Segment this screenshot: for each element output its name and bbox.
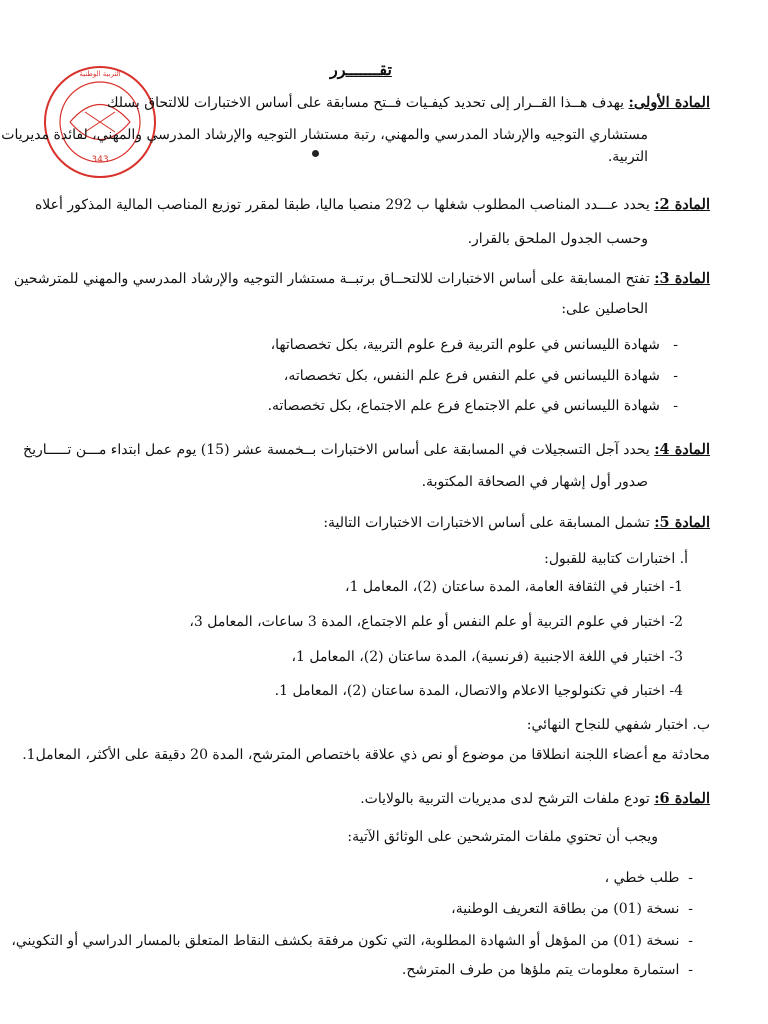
article-3-line-2: الحاصلين على: <box>561 301 648 317</box>
article-2-label: المادة 2: <box>654 196 710 213</box>
article-3-item-1: - شهادة الليسانس في علوم التربية فرع علوم التربية، بكل تخصصاتها، <box>270 337 678 353</box>
article-5-sub-b-text: محادثة مع أعضاء اللجنة انطلاقا من موضوع أو نص ذي علاقة باختصاص المترشح، المدة 20 دقيقة على الأكثر، المعامل1. <box>22 747 710 763</box>
article-5-line-1: المادة 5: تشمل المسابقة على أساس الاختبارات الاختبارات التالية: <box>323 514 710 531</box>
article-2-line-1: المادة 2: يحدد عـــدد المناصب المطلوب شغلها ب 292 منصبا ماليا، طبقا لمقرر توزيع المناصب المالية المذكور أعلاه <box>34 196 710 213</box>
article-5-label: المادة 5: <box>654 514 710 531</box>
article-6-item-4: - استمارة معلومات يتم ملؤها من طرف المترشح. <box>401 962 693 978</box>
article-5-sub-b: ب. اختبار شفهي للنجاح النهائي: <box>526 717 710 733</box>
article-3-label: المادة 3: <box>654 270 710 287</box>
official-stamp <box>40 62 160 182</box>
article-5-item-3: 3- اختبار في اللغة الاجنبية (فرنسية)، المدة ساعتان (2)، المعامل 1، <box>291 649 683 665</box>
article-3-item-2: - شهادة الليسانس في علم النفس فرع علم النفس، بكل تخصصاته، <box>283 368 678 384</box>
article-2-line-2: وحسب الجدول الملحق بالقرار. <box>467 231 648 247</box>
article-1-label: المادة الأولى: <box>628 94 710 111</box>
svg-text:343: 343 <box>91 155 109 165</box>
article-6-line-2: ويجب أن تحتوي ملفات المترشحين على الوثائق الآتية: <box>347 829 658 845</box>
svg-text:التربية الوطنية: التربية الوطنية <box>79 70 121 78</box>
article-4-label: المادة 4: <box>654 441 710 458</box>
article-6-item-2: - نسخة (01) من بطاقة التعريف الوطنية، <box>451 901 693 917</box>
article-5-sub-a: أ. اختبارات كتابية للقبول: <box>544 551 688 567</box>
article-6-line-1: المادة 6: تودع ملفات الترشح لدى مديريات التربية بالولايات. <box>360 790 710 807</box>
article-4-line-2: صدور أول إشهار في الصحافة المكتوبة. <box>421 474 648 490</box>
article-5-item-4: 4- اختبار في تكنولوجيا الاعلام والاتصال، المدة ساعتان (2)، المعامل 1. <box>274 683 683 699</box>
article-3-line-1: المادة 3: تفتح المسابقة على أساس الاختبارات للالتحــاق برتبــة مستشار التوجيه والإرشاد المدرسي والمهني للمترشحين <box>13 270 710 287</box>
ink-dot <box>312 150 319 157</box>
article-6-label: المادة 6: <box>654 790 710 807</box>
article-5-item-1: 1- اختبار في الثقافة العامة، المدة ساعتان (2)، المعامل 1، <box>345 579 683 595</box>
page-title: تقـــــــرر <box>330 60 392 79</box>
article-1-line-1: المادة الأولى: يهدف هــذا القــرار إلى تحديد كيفـيات فــتح مسابقة على أساس الاختبارات للالتحاق بسلك <box>106 94 710 111</box>
article-3-item-3: - شهادة الليسانس في علم الاجتماع فرع علم الاجتماع، بكل تخصصاته. <box>267 398 678 414</box>
article-1-line-3: التربية. <box>607 149 648 165</box>
article-4-line-1: المادة 4: يحدد آجل التسجيلات في المسابقة على أساس الاختبارات بــخمسة عشر (15) يوم عمل ابتداء مـــن تـــــاريخ <box>23 441 710 458</box>
article-6-item-3: - نسخة (01) من المؤهل أو الشهادة المطلوبة، التي تكون مرفقة بكشف النقاط المتعلق بالمسار الدراسي أو التكويني، <box>11 933 693 949</box>
article-5-item-2: 2- اختبار في علوم التربية أو علم النفس أو علم الاجتماع، المدة 3 ساعات، المعامل 3، <box>189 614 683 630</box>
article-1-line-2: مستشاري التوجيه والإرشاد المدرسي والمهني، رتبة مستشار التوجيه والإرشاد المدرسي والمهني، لفائدة مديريات <box>1 127 648 143</box>
article-6-item-1: - طلب خطي ، <box>604 870 693 886</box>
